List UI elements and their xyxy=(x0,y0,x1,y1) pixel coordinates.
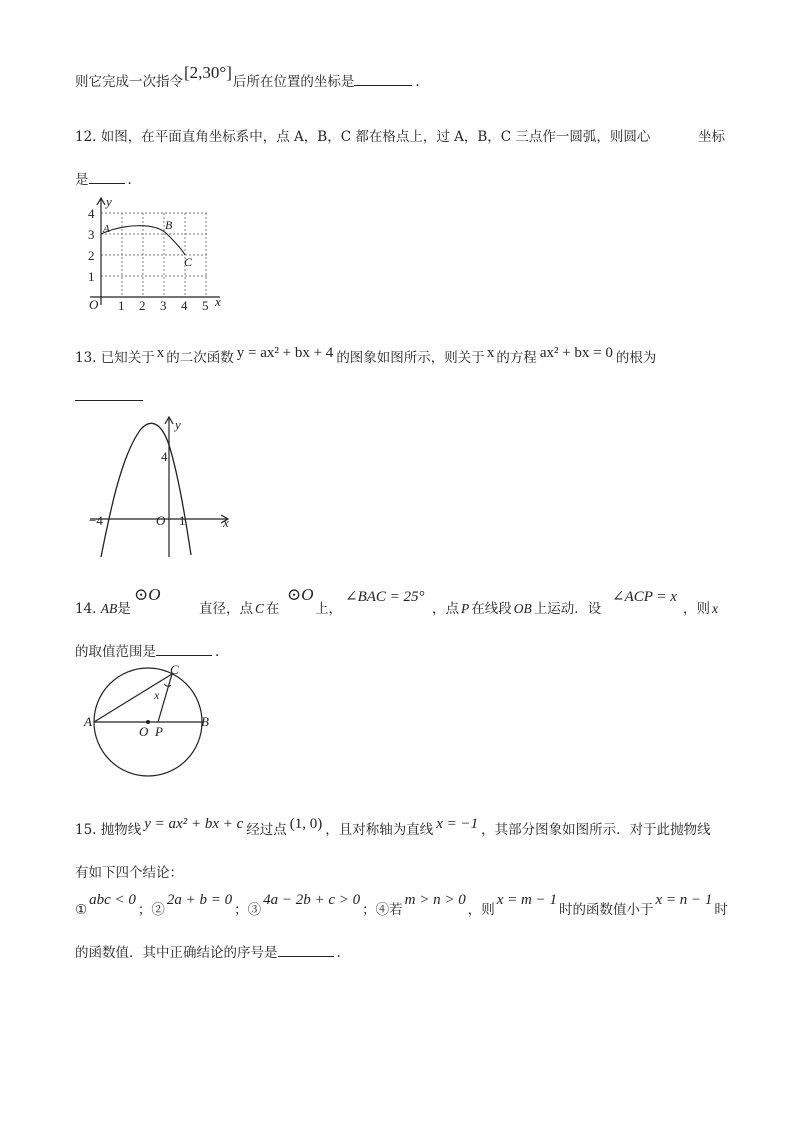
q13-equation: ax² + bx = 0 xyxy=(539,345,613,361)
q14-prefix: 14. xyxy=(75,601,97,617)
q13-label-neg4: −4 xyxy=(89,513,103,528)
q15-answer-blank[interactable] xyxy=(278,944,334,957)
q14-label-c: C xyxy=(170,662,179,677)
q15-c4a: x = m − 1 xyxy=(496,892,557,908)
q15-c4: m > n > 0 xyxy=(404,892,466,908)
q12-point-a-label: A xyxy=(103,223,110,235)
q11-prefix: 则它完成一次指令 xyxy=(75,74,183,90)
q13-answer-blank[interactable] xyxy=(75,388,143,401)
q13-line1 xyxy=(75,346,656,367)
q12-y-tick-1: 1 xyxy=(88,269,95,284)
q14-line1 xyxy=(75,597,131,617)
q14-diameter: 直径，点 C 在 xyxy=(199,601,280,617)
q14-label-p: P xyxy=(155,724,163,739)
q12-end: . xyxy=(127,172,132,188)
q14-figure xyxy=(80,660,220,780)
q12-x-label: x xyxy=(215,294,221,309)
q14-ab: AB xyxy=(100,601,118,616)
q13-prefix: 13. 已知关于 xyxy=(75,350,155,366)
q12-x-tick-3: 3 xyxy=(160,298,167,313)
q14-tail: ，则 x xyxy=(683,601,718,617)
q13-suffix: 的根为 xyxy=(615,350,657,366)
q13-mid2: 的图象如图所示，则关于 xyxy=(336,350,485,366)
q14-shang: 上， xyxy=(315,601,342,617)
q14-label-x: x xyxy=(154,688,160,702)
q15-line4: 的函数值．其中正确结论的序号是 . xyxy=(75,945,341,961)
q12-x-tick-4: 4 xyxy=(181,298,188,313)
q13-origin-label: O xyxy=(156,513,166,528)
q14-angle-arc xyxy=(164,684,171,686)
q14-line2: 的取值范围是 . xyxy=(75,644,220,660)
q12-point-c-label: C xyxy=(184,255,193,269)
q12-text: 12. 如图，在平面直角坐标系中，点 A，B，C 都在格点上，过 A，B，C 三点作一圆弧，则圆心 xyxy=(75,129,651,145)
q15-line3: ①abc < 0；②2a + b = 0；③4a − 2b + c > 0；④若m > n > 0，则x = m − 1时的函数值小于x = n − 1时 xyxy=(75,892,728,918)
q13-parabola xyxy=(101,423,191,557)
q13-label-1: 1 xyxy=(179,513,186,528)
q13-var2: x xyxy=(486,345,495,361)
q14-label-o: O xyxy=(139,724,149,739)
q12-origin-label: O xyxy=(89,297,99,312)
q14-answer-blank[interactable] xyxy=(156,643,212,656)
q13-x-label: x xyxy=(223,515,229,530)
q11-instruction: [2,30°] xyxy=(184,63,232,82)
q11-line xyxy=(75,63,420,91)
q14-angle-bac: ∠BAC = 25° xyxy=(345,589,425,605)
q14-shi: 是 xyxy=(117,601,131,617)
q15-point: (1, 0) xyxy=(289,816,323,832)
q13-y-label: y xyxy=(175,417,181,432)
q15-line2: 有如下四个结论： xyxy=(75,865,183,881)
q13-label-4: 4 xyxy=(161,449,168,464)
q15-line1: 15. 抛物线 y = ax² + bx + c 经过点 (1, 0) ，且对称轴为直线 x = −1 ，其部分图象如图所示．对于此抛物线 xyxy=(75,816,711,838)
q13-func: y = ax² + bx + 4 xyxy=(236,345,334,361)
q12-line2-text: 是 xyxy=(75,172,89,188)
q15-c2: 2a + b = 0 xyxy=(166,892,233,908)
q12-answer-blank[interactable] xyxy=(89,171,125,184)
q12-line2 xyxy=(75,168,132,188)
q14-label-b: B xyxy=(201,714,209,729)
q11-suffix: 后所在位置的坐标是 xyxy=(232,74,355,90)
q12-y-label: y xyxy=(106,194,112,209)
q14-angle-acp: ∠ACP = x xyxy=(612,589,677,605)
q11-answer-blank[interactable] xyxy=(354,73,412,86)
q15-axis: x = −1 xyxy=(436,816,479,832)
q13-mid1: 的二次函数 xyxy=(166,350,234,366)
q13-var1: x xyxy=(156,345,165,361)
q15-func: y = ax² + bx + c xyxy=(144,816,244,832)
q13-figure xyxy=(85,415,245,560)
q14-circle-o2: ⊙O xyxy=(287,585,314,604)
q14-label-a: A xyxy=(84,714,92,729)
q12-x-tick-1: 1 xyxy=(118,298,125,313)
q15-c1: abc < 0 xyxy=(89,892,136,908)
q12-x-tick-5: 5 xyxy=(202,298,209,313)
q12-y-tick-3: 3 xyxy=(88,227,95,242)
q12-line1 xyxy=(75,125,650,145)
q12-y-tick-2: 2 xyxy=(88,248,95,263)
q14-circle-o1: ⊙O xyxy=(134,585,161,604)
q11-end: . xyxy=(415,74,420,90)
q15-c4b: x = n − 1 xyxy=(655,892,713,908)
q15-c3: 4a − 2b + c > 0 xyxy=(263,892,361,908)
q14-mid: ，点 P 在线段 OB 上运动．设 xyxy=(432,601,602,617)
q12-line1-tail: 坐标 xyxy=(698,129,725,145)
q12-y-tick-4: 4 xyxy=(88,206,95,221)
q13-mid3: 的方程 xyxy=(496,350,537,366)
q12-figure xyxy=(80,193,230,313)
q12-point-b-label: B xyxy=(165,218,173,232)
q12-x-tick-2: 2 xyxy=(139,298,146,313)
